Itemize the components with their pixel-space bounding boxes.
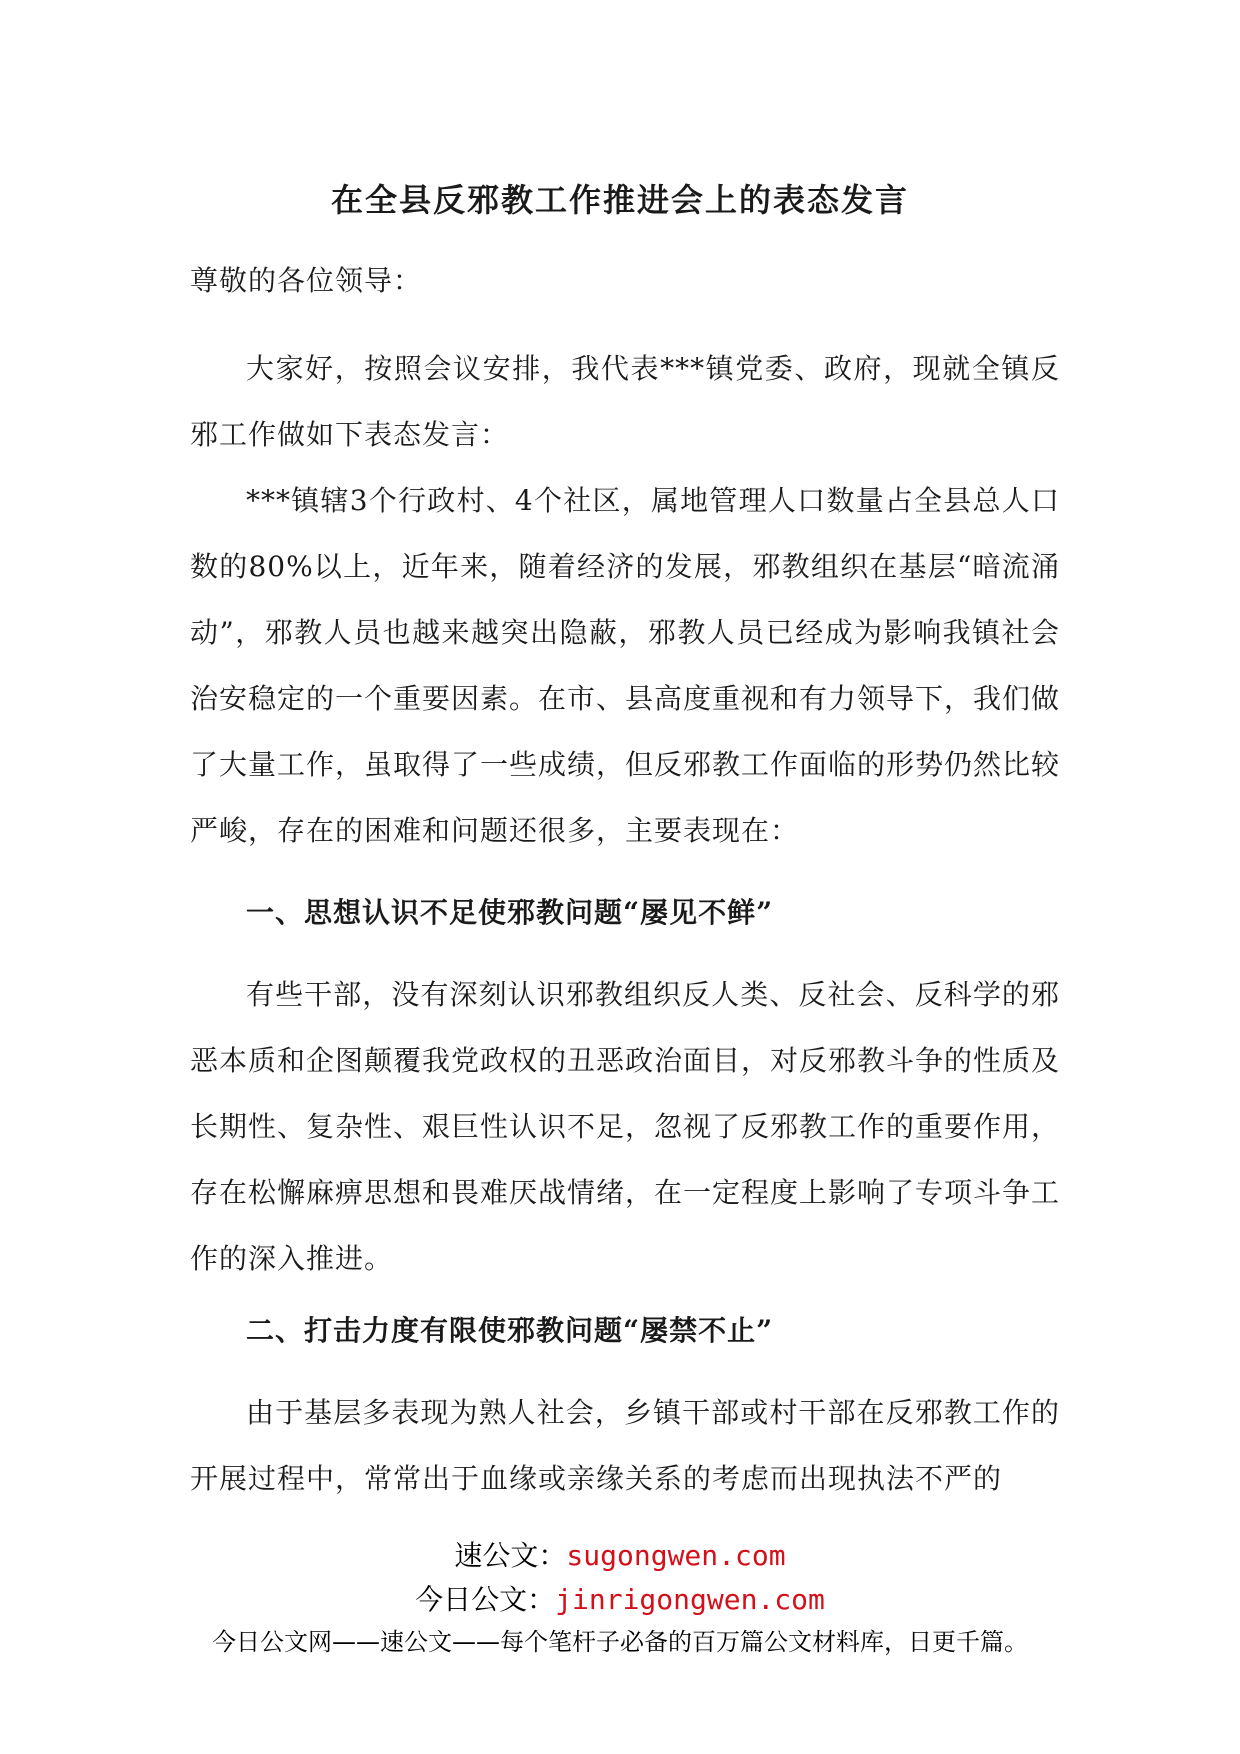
section-heading-1: 一、思想认识不足使邪教问题“屡见不鲜” [246,896,774,929]
document-title: 在全县反邪教工作推进会上的表态发言 [330,181,909,219]
section-heading-2: 二、打击力度有限使邪教问题“屡禁不止” [246,1314,774,1347]
footer-label-jinrigongwen: 今日公文： [415,1583,556,1616]
footer-link-sugongwen[interactable]: sugongwen.com [566,1539,786,1572]
salutation: 尊敬的各位领导： [190,264,423,297]
footer-tagline: 今日公文网——速公文——每个笔杆子必备的百万篇公文材料库，日更千篇。 [212,1628,1028,1656]
footer-sugongwen [0,1536,1240,1576]
section-text-2: 由于基层多表现为熟人社会，乡镇干部或村干部在反邪教工作的开展过程中，常常出于血缘或亲缘关系的考虑而出现执法不严的 [190,1396,1060,1495]
paragraph-situation: ***镇辖3个行政村、4个社区，属地管理人口数量占全县总人口数的80%以上，近年来，随着经济的发展，邪教组织在基层“暗流涌动”，邪教人员也越来越突出隐蔽，邪教人员已经成为影响我镇社会治安稳定的一个重要因素。在市、县高度重视和有力领导下，我们做了大量工作，虽取得了一些成绩，但反邪教工作面临的形势仍然比较严峻，存在的困难和问题还很多，主要表现在： [190,484,1061,847]
paragraph-intro: 大家好，按照会议安排，我代表***镇党委、政府，现就全镇反邪工作做如下表态发言： [190,352,1060,451]
footer-label-sugongwen: 速公文： [454,1539,567,1572]
footer-jinrigongwen [0,1580,1240,1620]
footer-link-jinrigongwen[interactable]: jinrigongwen.com [555,1583,825,1616]
section-text-1: 有些干部，没有深刻认识邪教组织反人类、反社会、反科学的邪恶本质和企图颠覆我党政权的丑恶政治面目，对反邪教斗争的性质及长期性、复杂性、艰巨性认识不足，忽视了反邪教工作的重要作用，存在松懈麻痹思想和畏难厌战情绪，在一定程度上影响了专项斗争工作的深入推进。 [190,978,1061,1275]
